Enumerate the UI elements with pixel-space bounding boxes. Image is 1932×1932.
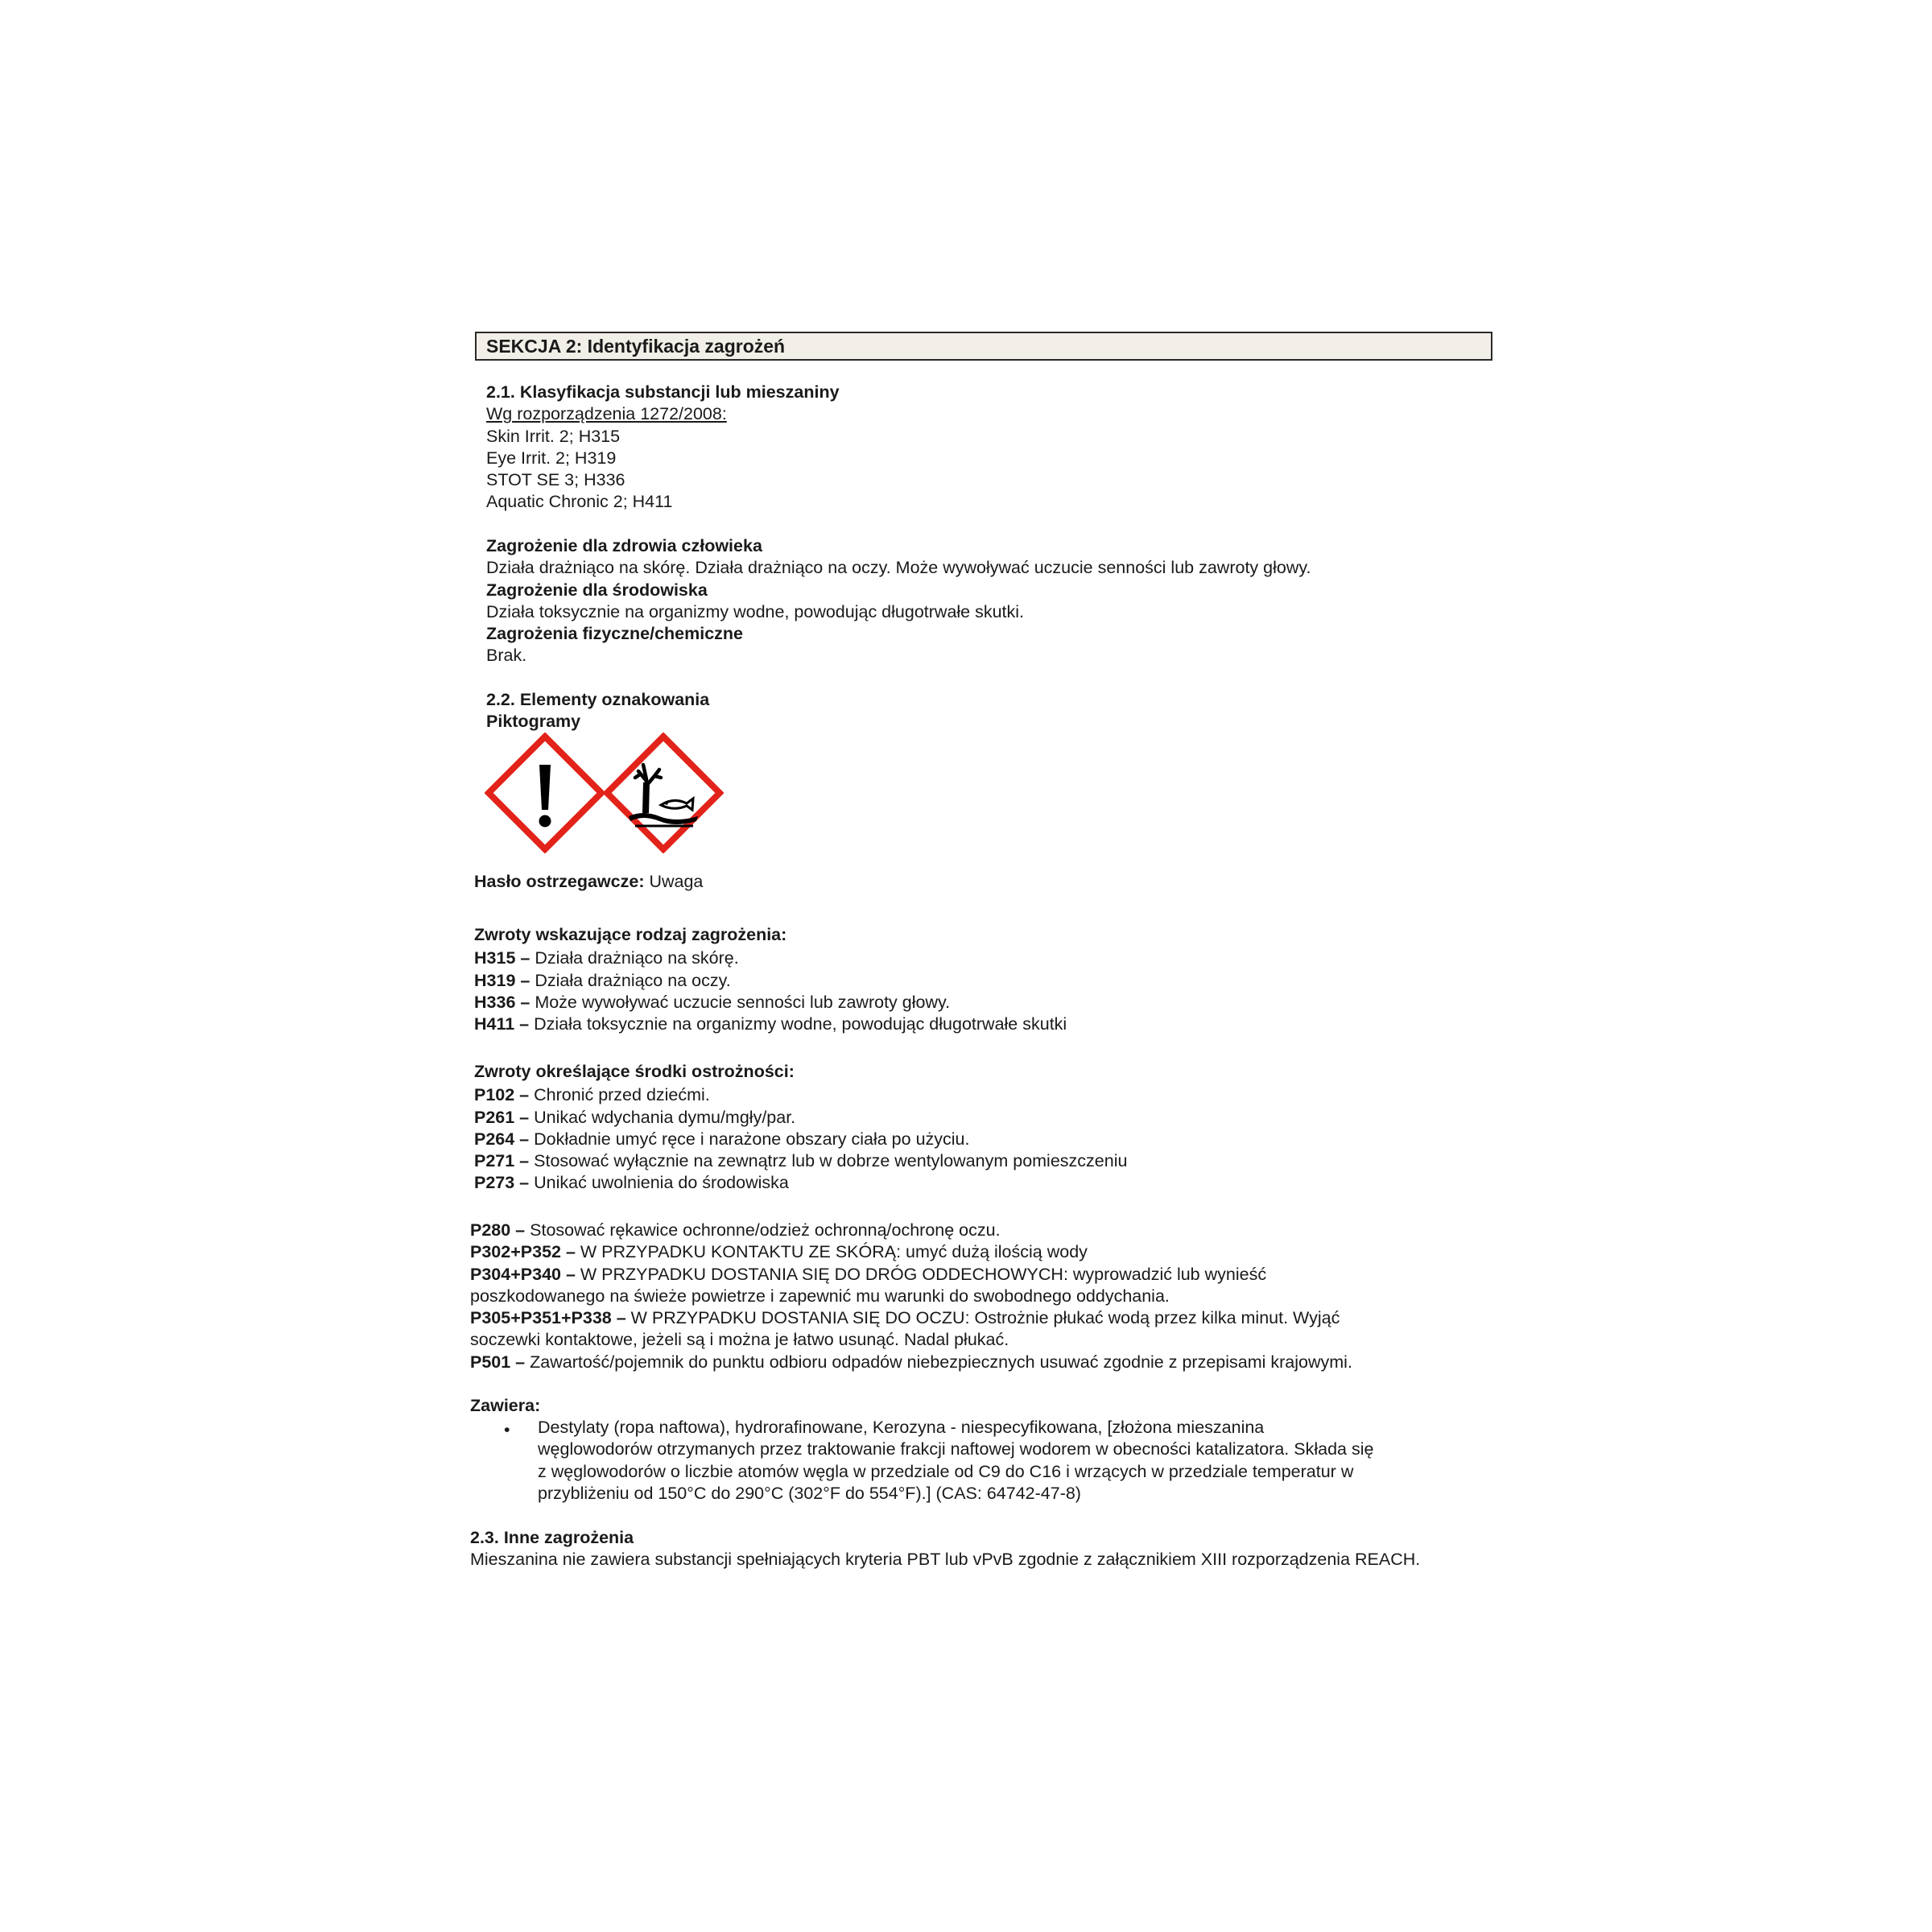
precautionary-statement: P264 – Dokładnie umyć ręce i narażone obszary ciała po użyciu. (474, 1129, 970, 1149)
signal-word-value: Uwaga (644, 872, 704, 891)
hazard-statement: H319 – Działa drażniąco na oczy. (474, 970, 731, 990)
precautionary-statement: P102 – Chronić przed dziećmi. (474, 1085, 710, 1105)
regulation-reference: Wg rozporządzenia 1272/2008: (486, 404, 727, 424)
precautionary-statements-heading: Zwroty określające środki ostrożności: (474, 1062, 795, 1081)
classification-item: Skin Irrit. 2; H315 (486, 426, 621, 446)
other-hazards-heading: 2.3. Inne zagrożenia (470, 1528, 634, 1547)
precautionary-statement: P302+P352 – W PRZYPADKU KONTAKTU ZE SKÓRĄ: umyć dużą ilością wody (470, 1242, 1088, 1262)
other-hazards-text: Mieszanina nie zawiera substancji spełniających kryteria PBT lub vPvB zgodnie z załącznikiem XIII rozporządzenia REACH. (470, 1550, 1421, 1570)
precautionary-statement: P280 – Stosować rękawice ochronne/odzież ochronną/ochronę oczu. (470, 1220, 1001, 1240)
hazard-statement: H315 – Działa drażniąco na skórę. (474, 948, 739, 968)
precautionary-statement: P261 – Unikać wdychania dymu/mgły/par. (474, 1107, 796, 1127)
health-hazard-heading: Zagrożenie dla zdrowia człowieka (486, 536, 762, 555)
section-title: SEKCJA 2: Identyfikacja zagrożeń (486, 336, 786, 357)
bullet-icon: • (504, 1420, 510, 1439)
precautionary-statements-more (470, 1220, 1352, 1373)
hazard-statements (474, 924, 1067, 1035)
signal-word-row (474, 871, 703, 893)
physical-hazard-heading: Zagrożenia fizyczne/chemiczne (486, 624, 744, 644)
hazard-statements-heading: Zwroty wskazujące rodzaj zagrożenia: (474, 925, 787, 944)
contains-item: Destylaty (ropa naftowa), hydrorafinowane, Kerozyna - niespecyfikowana, [złożona mieszanina węglowodorów otrzymanych przez traktowanie frakcji naftowej wodorem w obecności katalizatora. Składa się z węglowodorów o liczbie atomów węgla w przedziale od C9 do C16 i wrzących w przedziale temperatur w przybliżeniu od 150°C do 290°C (302°F do 554°F).] (CAS: 64742-47-8) (538, 1418, 1374, 1503)
health-hazard-text: Działa drażniąco na skórę. Działa drażniąco na oczy. Może wywoływać uczucie senności lub zawroty głowy. (486, 558, 1311, 578)
precautionary-statement-continued: poszkodowanego na świeże powietrze i zapewnić mu warunki do swobodnego oddychania. (470, 1286, 1170, 1306)
exclamation-mark-icon (485, 733, 605, 853)
classification-heading: 2.1. Klasyfikacja substancji lub mieszaniny (486, 382, 840, 402)
physical-hazard-text: Brak. (486, 646, 527, 666)
contains-heading: Zawiera: (470, 1396, 541, 1415)
pictograms-heading: Piktogramy (486, 712, 581, 732)
classification-block (486, 382, 840, 514)
precautionary-statements (474, 1061, 1127, 1195)
precautionary-statement: P273 – Unikać uwolnienia do środowiska (474, 1173, 789, 1193)
other-hazards-block (470, 1527, 1468, 1571)
signal-word-label: Hasło ostrzegawcze: (474, 872, 645, 891)
precautionary-statement-continued: soczewki kontaktowe, jeżeli są i można je łatwo usunąć. Nadal płukać. (470, 1330, 1009, 1350)
labelling-heading: 2.2. Elementy oznakowania (486, 690, 710, 709)
classification-item: Aquatic Chronic 2; H411 (486, 492, 673, 512)
hazards-block (486, 535, 1311, 667)
classification-item: Eye Irrit. 2; H319 (486, 448, 617, 468)
hazard-statement: H411 – Działa toksycznie na organizmy wodne, powodując długotrwałe skutki (474, 1014, 1067, 1034)
environment-hazard-text: Działa toksycznie na organizmy wodne, powodując długotrwałe skutki. (486, 601, 1025, 621)
labelling-block (486, 689, 709, 733)
precautionary-statement: P304+P340 – W PRZYPADKU DOSTANIA SIĘ DO DRÓG ODDECHOWYCH: wyprowadzić lub wynieść (470, 1264, 1267, 1284)
section-header (475, 332, 1492, 361)
contains-heading-row (470, 1395, 540, 1417)
hazard-statement: H336 – Może wywoływać uczucie senności lub zawroty głowy. (474, 992, 951, 1012)
precautionary-statement: P305+P351+P338 – W PRZYPADKU DOSTANIA SIĘ DO OCZU: Ostrożnie płukać wodą przez kilka minut. Wyjąć (470, 1308, 1340, 1328)
precautionary-statement: P501 – Zawartość/pojemnik do punktu odbioru odpadów niebezpiecznych usuwać zgodnie z przepisami krajowymi. (470, 1352, 1352, 1372)
classification-item: STOT SE 3; H336 (486, 470, 625, 490)
environment-hazard-heading: Zagrożenie dla środowiska (486, 580, 708, 600)
precautionary-statement: P271 – Stosować wyłącznie na zewnątrz lub w dobrze wentylowanym pomieszczeniu (474, 1151, 1128, 1171)
environment-hazard-icon (603, 733, 724, 853)
